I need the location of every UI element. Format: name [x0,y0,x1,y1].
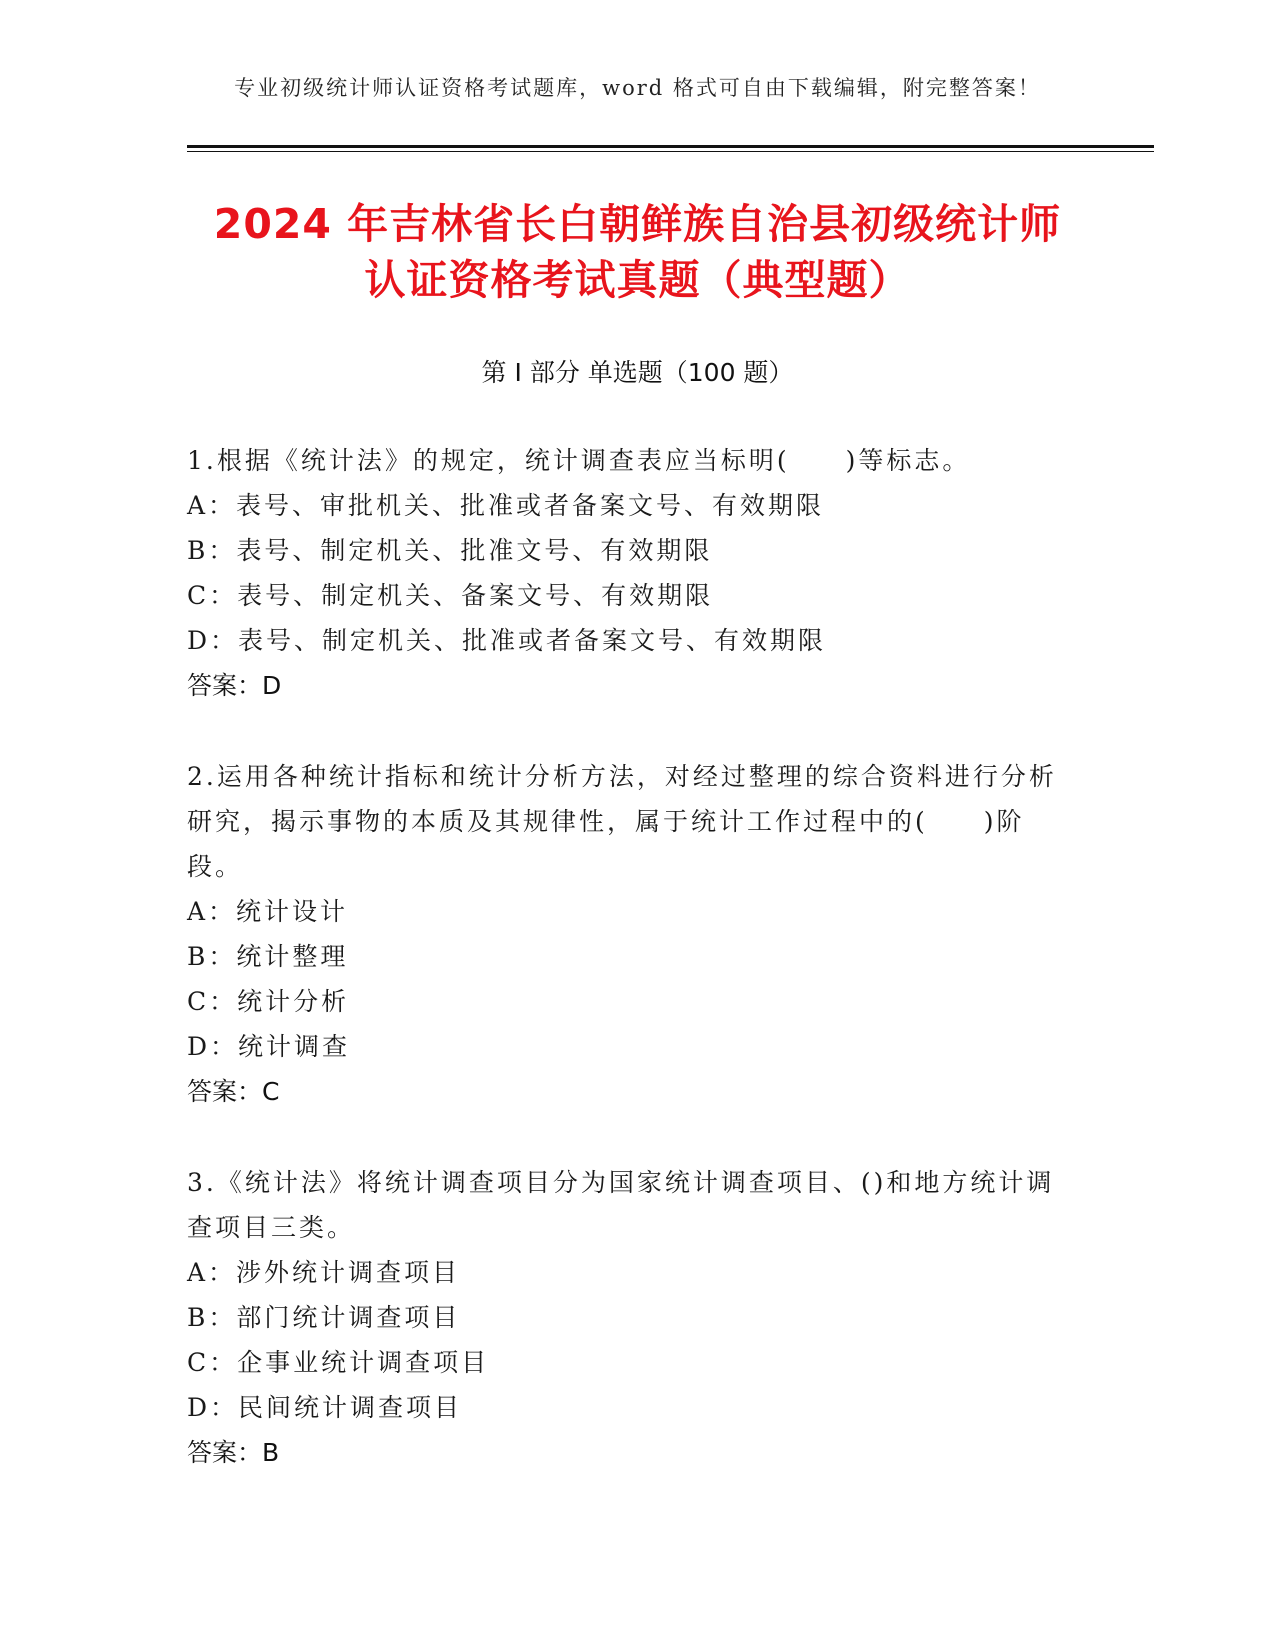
question-3 [187,1160,1067,1475]
question-stem: 1.根据《统计法》的规定，统计调查表应当标明( )等标志。 [187,446,971,475]
option-c: C：统计分析 [187,987,350,1016]
document-title [0,196,1275,308]
question-1 [187,438,1067,708]
header-rule-thick [187,145,1154,148]
question-stem: 2.运用各种统计指标和统计分析方法，对经过整理的综合资料进行分析研究，揭示事物的本质及其规律性，属于统计工作过程中的( )阶段。 [187,762,1057,881]
section-title: 第 I 部分 单选题（100 题） [481,358,794,387]
option-d: D：表号、制定机关、批准或者备案文号、有效期限 [187,626,827,655]
option-c: C：表号、制定机关、备案文号、有效期限 [187,581,714,610]
question-stem: 3.《统计法》将统计调查项目分为国家统计调查项目、()和地方统计调查项目三类。 [187,1168,1055,1242]
option-b: B：部门统计调查项目 [187,1303,461,1332]
option-d: D：统计调查 [187,1032,351,1061]
option-a: A：统计设计 [187,897,349,926]
option-c: C：企事业统计调查项目 [187,1348,490,1377]
option-b: B：表号、制定机关、批准文号、有效期限 [187,536,713,565]
answer: 答案：B [187,1438,280,1467]
title-line-2: 认证资格考试真题（典型题） [364,256,911,304]
question-list [187,438,1067,1521]
answer: 答案：C [187,1077,280,1106]
option-a: A：表号、审批机关、批准或者备案文号、有效期限 [187,491,825,520]
question-2 [187,754,1067,1114]
header-note: 专业初级统计师认证资格考试题库，word 格式可自由下载编辑，附完整答案！ [234,76,1041,100]
option-b: B：统计整理 [187,942,349,971]
answer: 答案：D [187,671,282,700]
option-d: D：民间统计调查项目 [187,1393,463,1422]
header-rule-thin [187,151,1154,152]
title-line-1: 2024 年吉林省长白朝鲜族自治县初级统计师 [213,200,1062,248]
option-a: A：涉外统计调查项目 [187,1258,461,1287]
